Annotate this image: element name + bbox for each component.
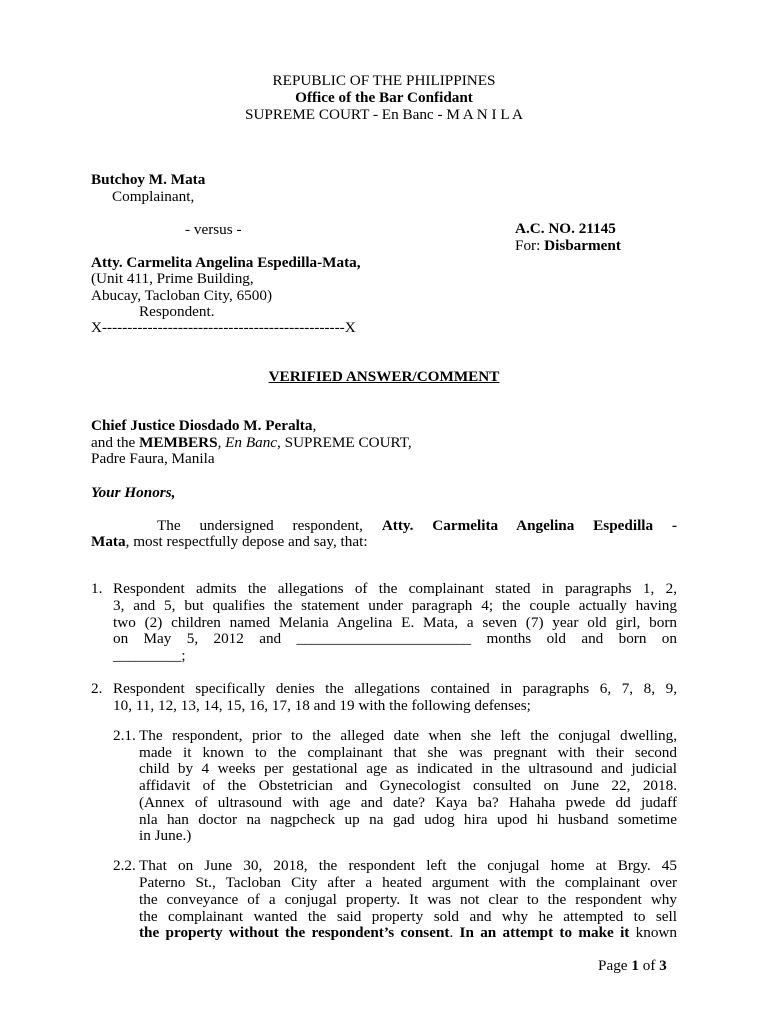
intro-line-2 — [91, 533, 368, 550]
salutation: Your Honors, — [91, 484, 176, 501]
para22-line-2: Paterno St., Tacloban City after a heated argument with the complainant over — [139, 874, 677, 891]
para22-line-4: the complainant wanted the said property sold and why he attempted to sell — [139, 908, 677, 925]
para22-mid: . — [449, 924, 460, 941]
intro-line-1 — [157, 517, 677, 534]
para1-line-4: on May 5, 2012 and _______________________ months old and born on — [113, 630, 677, 647]
para21-line-6: nla han doctor na nagpcheck up na gad udog hira upod hi husband sometime — [139, 811, 677, 828]
header-office: Office of the Bar Confidant — [295, 89, 473, 106]
header-republic: REPUBLIC OF THE PHILIPPINES — [272, 72, 496, 89]
respondent-label: Respondent. — [139, 303, 215, 320]
for-value: Disbarment — [544, 237, 621, 254]
para21-line-2: made it known to the complainant that she was pregnant with their second — [139, 744, 677, 761]
intro-respondent-name: Atty. Carmelita Angelina Espedilla - — [381, 517, 678, 534]
header-court: SUPREME COURT - En Banc - M A N I L A — [245, 106, 523, 123]
case-number: A.C. NO. 21145 — [515, 220, 616, 237]
addressee-name-line — [91, 417, 316, 434]
addressee-and-the: and the — [91, 434, 140, 451]
para21-line-3: child by 4 weeks per gestational age as indicated in the ultrasound and judicial — [139, 760, 677, 777]
page-footer — [598, 957, 667, 974]
para2-line-2: 10, 11, 12, 13, 14, 15, 16, 17, 18 and 19 with the following defenses; — [113, 697, 531, 714]
para1-line-1: Respondent admits the allegations of the complainant stated in paragraphs 1, 2, — [113, 580, 677, 597]
para21-number: 2.1. — [113, 727, 136, 744]
para22-line-5 — [139, 924, 677, 941]
intro-post: , most respectfully depose and say, that: — [125, 533, 368, 550]
addressee-en-banc: En Banc — [225, 434, 278, 451]
versus-label: - versus - — [185, 221, 242, 238]
para1-line-3: two (2) children named Melania Angelina E. Mata, a seven (7) year old girl, born — [113, 614, 677, 631]
respondent-address-2: Abucay, Tacloban City, 6500) — [91, 287, 273, 304]
para22-bold-2: In an attempt to make it — [459, 924, 630, 941]
para22-bold-1: the property without the respondent’s consent — [139, 924, 450, 941]
addressee-line-3: Padre Faura, Manila — [91, 450, 215, 467]
respondent-address-1: (Unit 411, Prime Building, — [91, 270, 254, 287]
for-label: For: — [515, 237, 545, 254]
para2-number: 2. — [91, 680, 103, 697]
addressee-name: Chief Justice Diosdado M. Peralta — [91, 417, 313, 434]
para1-number: 1. — [91, 580, 103, 597]
page-label: Page — [598, 957, 632, 974]
page-of: of — [638, 957, 660, 974]
para1-line-5: _________; — [113, 647, 186, 664]
complainant-label: Complainant, — [112, 188, 195, 205]
para22-number: 2.2. — [113, 857, 136, 874]
para21-line-1: The respondent, prior to the alleged date when she left the conjugal dwelling, — [139, 727, 677, 744]
para21-line-5: (Annex of ultrasound with age and date? Kaya ba? Hahaha pwede dd judaff — [139, 794, 677, 811]
intro-respondent-name-end: Mata — [91, 533, 126, 550]
caption-separator: X------------------------------------------------X — [91, 319, 356, 336]
complainant-name: Butchoy M. Mata — [91, 171, 206, 188]
addressee-members: MEMBERS — [139, 434, 218, 451]
intro-pre: The undersigned respondent, — [157, 517, 382, 534]
page-number: 1 — [631, 957, 639, 974]
addressee-name-comma: , — [312, 417, 317, 434]
addressee-line-2 — [91, 434, 412, 451]
para22-line-1: That on June 30, 2018, the respondent left the conjugal home at Brgy. 45 — [139, 857, 677, 874]
para2-line-1: Respondent specifically denies the allegations contained in paragraphs 6, 7, 8, 9, — [113, 680, 677, 697]
para22-line-3: the conveyance of a conjugal property. It was not clear to the respondent why — [139, 891, 677, 908]
addressee-supreme-court: , SUPREME COURT, — [277, 434, 412, 451]
para1-line-2: 3, and 5, but qualifies the statement under paragraph 4; the couple actually having — [113, 597, 677, 614]
addressee-comma: , — [217, 434, 226, 451]
case-nature — [515, 237, 621, 254]
para21-line-7: in June.) — [139, 827, 192, 844]
para22-post: known — [629, 924, 677, 941]
page-total: 3 — [659, 957, 667, 974]
respondent-name: Atty. Carmelita Angelina Espedilla-Mata, — [91, 254, 361, 271]
document-title: VERIFIED ANSWER/COMMENT — [268, 368, 500, 385]
para21-line-4: affidavit of the Obstetrician and Gynecologist consulted on June 22, 2018. — [139, 777, 677, 794]
